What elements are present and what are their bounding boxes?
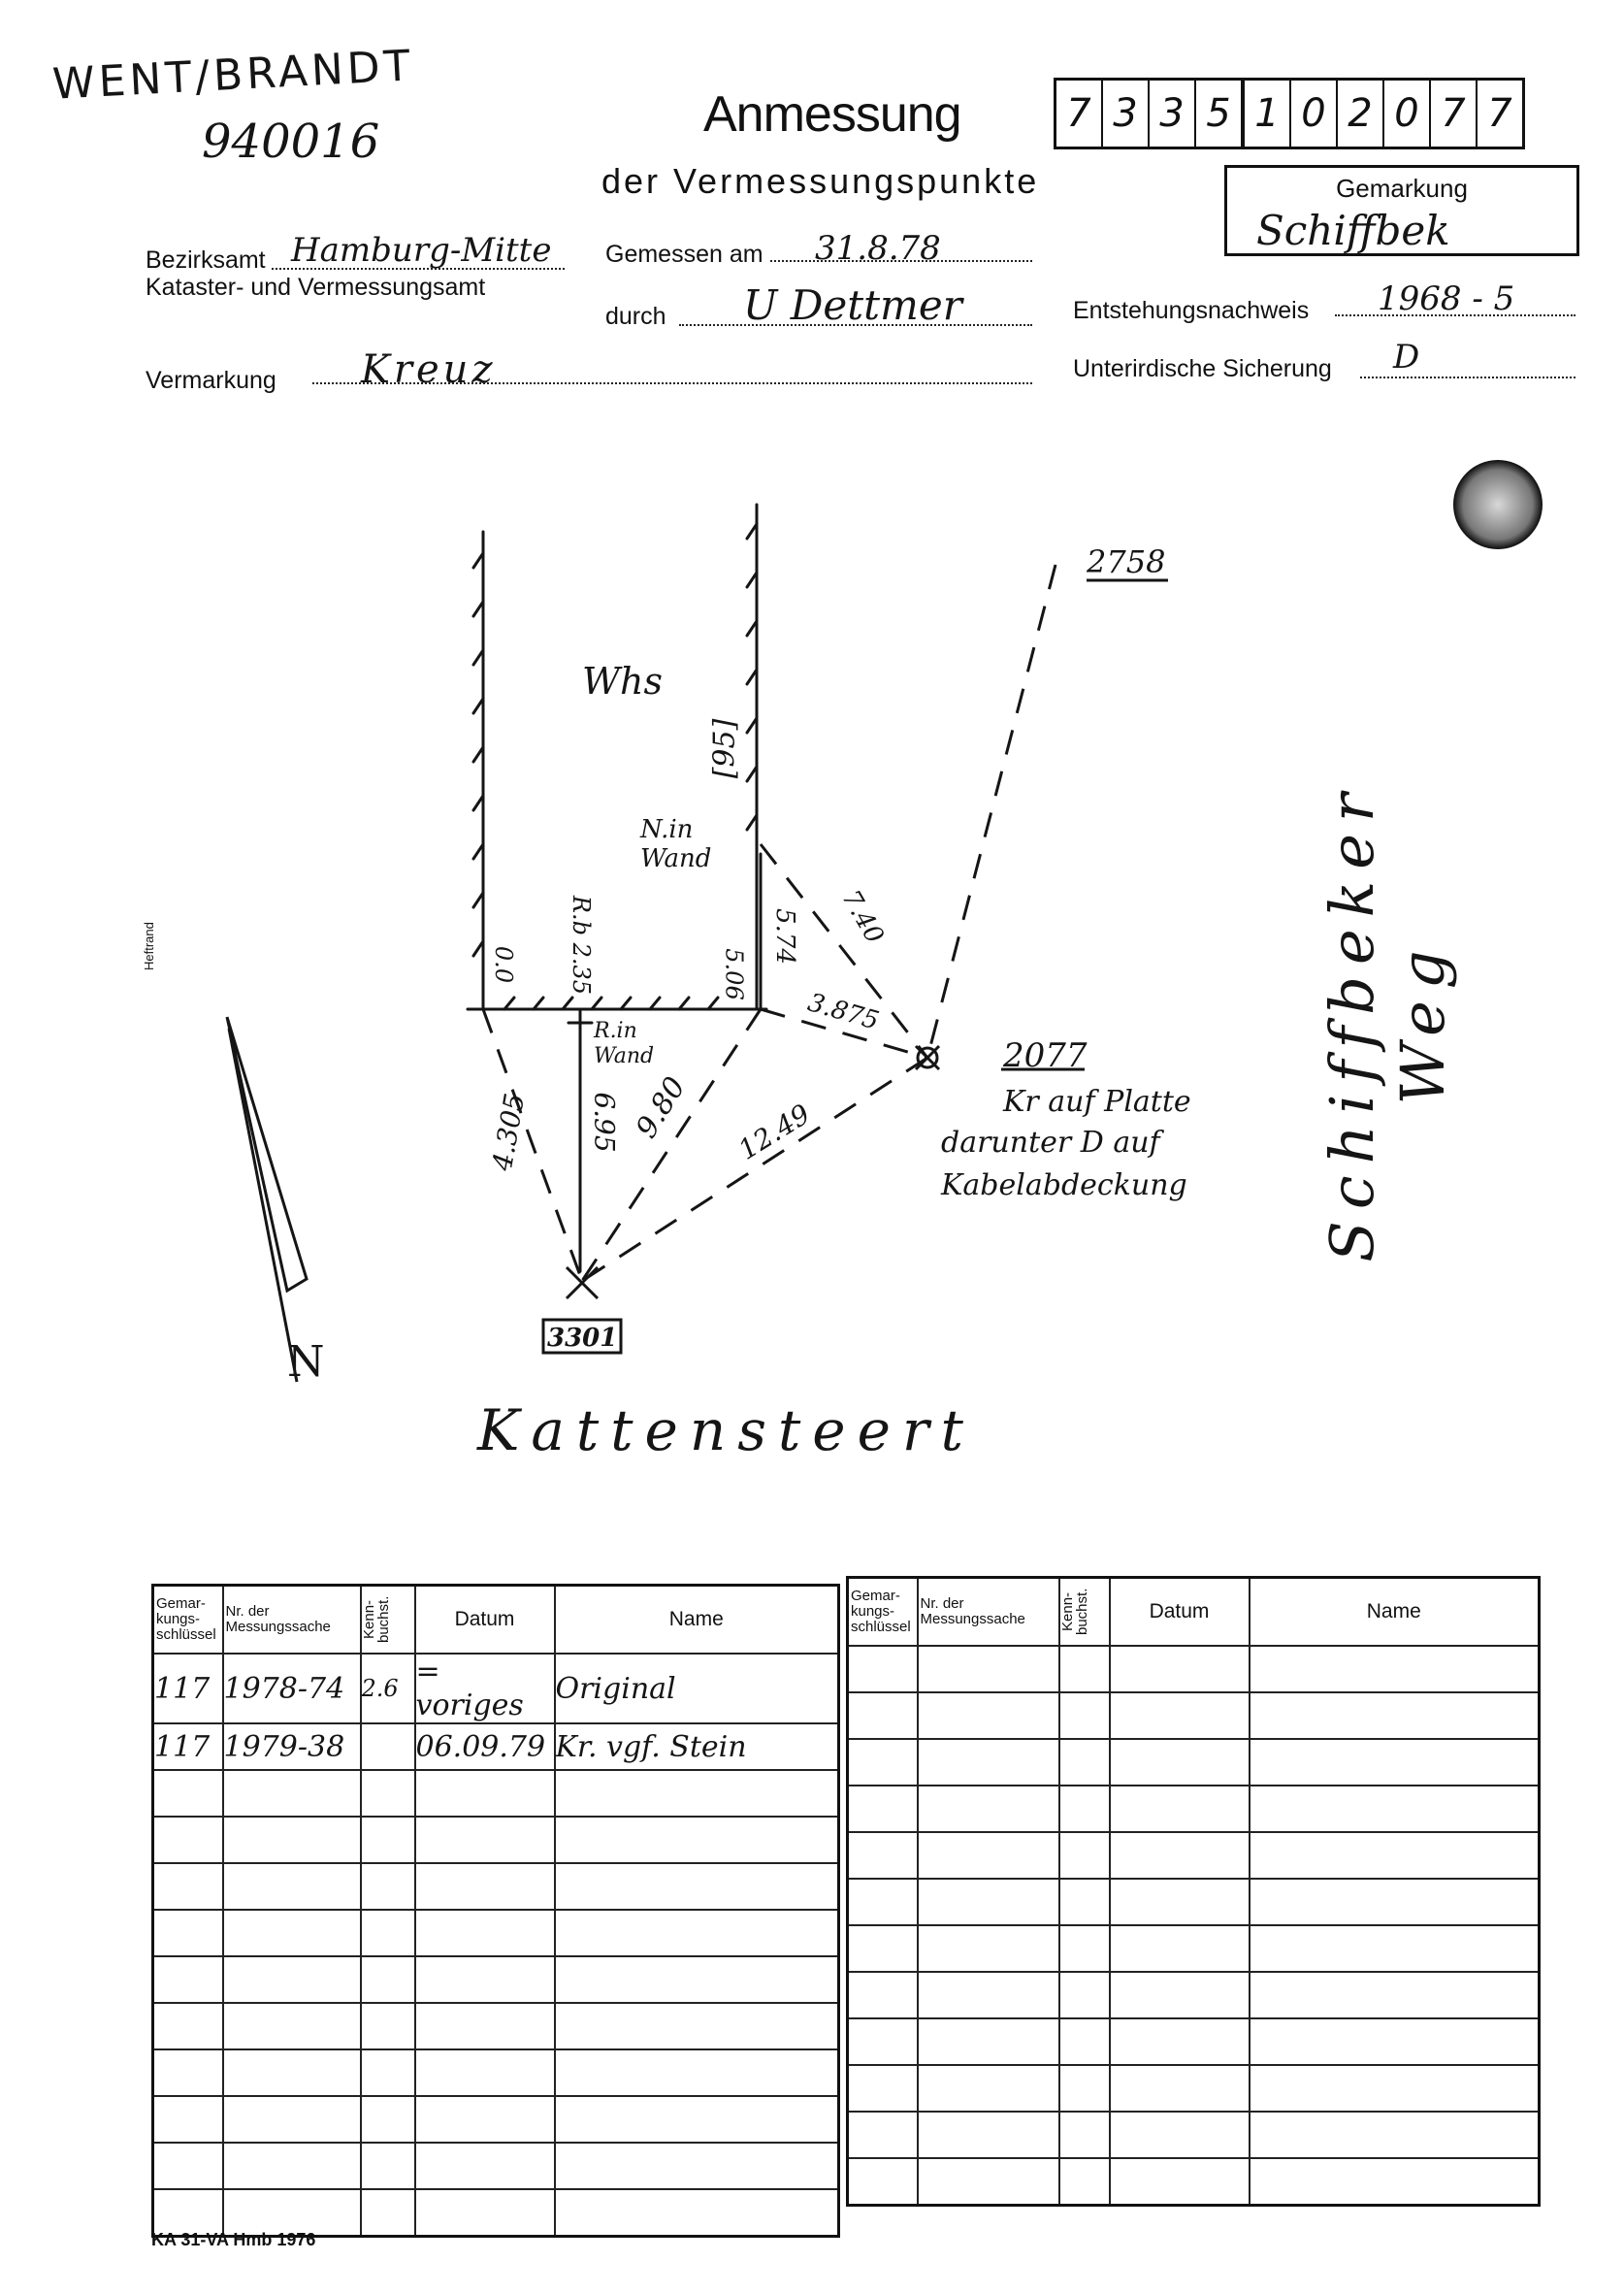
gemessen-label: Gemessen am — [605, 241, 763, 268]
handwritten-note-line1: WENT/BRANDT — [50, 41, 415, 110]
point-2758-label: 2758 — [1087, 543, 1166, 580]
vermarkung-label: Vermarkung — [146, 367, 276, 394]
dim-980: 9.80 — [629, 1070, 693, 1145]
kataster-label: Kataster- und Vermessungsamt — [146, 274, 486, 301]
building-label: Whs — [582, 660, 664, 703]
vermarkung-value: Kreuz — [361, 347, 497, 392]
cell-name: Original — [555, 1654, 839, 1723]
bezirksamt-label: Bezirksamt — [146, 246, 266, 274]
gemessen-value: 31.8.78 — [815, 229, 941, 268]
col-nr-messungssache: Nr. der Messungssache — [223, 1586, 361, 1655]
table-row — [153, 1654, 839, 1723]
page-subtitle: der Vermessungspunkte — [601, 161, 1040, 201]
handwritten-note-line2: 940016 — [202, 115, 380, 169]
table-row — [153, 1956, 839, 2003]
point-2077-note3: Kabelabdeckung — [941, 1168, 1187, 1202]
col-datum: Datum — [415, 1586, 555, 1655]
dim-3875: 3.875 — [804, 988, 883, 1036]
table-row — [153, 2003, 839, 2049]
gemarkung-label: Gemarkung — [1336, 174, 1468, 203]
entstehung-line — [1335, 314, 1575, 316]
number-digit: 1 — [1245, 81, 1291, 147]
col-nr-messungssache: Nr. der Messungssache — [918, 1578, 1059, 1647]
point-3301-symbol — [567, 1267, 598, 1298]
col-datum: Datum — [1110, 1578, 1250, 1647]
table-row — [848, 2112, 1540, 2158]
col-gemarkungsschluessel: Gemar-kungs-schlüssel — [848, 1578, 918, 1647]
history-table-left — [151, 1584, 840, 2238]
point-3301-label: 3301 — [547, 1324, 618, 1353]
note-r-in-wand: R.in Wand — [594, 1019, 655, 1068]
street-kattensteert: Kattensteert — [477, 1397, 975, 1463]
dim-740: 7.40 — [835, 885, 890, 949]
survey-number-box — [1054, 78, 1525, 149]
table-row — [848, 1739, 1540, 1786]
dim-4305: 4.305 — [485, 1091, 532, 1173]
dim-1249: 12.49 — [732, 1098, 816, 1166]
table-row — [848, 2018, 1540, 2065]
north-label: N — [287, 1337, 325, 1387]
table-row — [848, 1879, 1540, 1925]
table-row — [153, 2049, 839, 2096]
number-digit: 2 — [1338, 81, 1384, 147]
col-name: Name — [1250, 1578, 1540, 1647]
col-kennbuchst: Kenn-buchst. — [1059, 1578, 1110, 1647]
durch-value: U Dettmer — [743, 281, 962, 329]
table-row — [153, 2143, 839, 2189]
vermarkung-line — [312, 382, 1032, 384]
table-row — [153, 1910, 839, 1956]
cell-nr: 1978-74 — [223, 1654, 361, 1723]
bezirksamt-value: Hamburg-Mitte — [291, 231, 552, 270]
unterirdisch-label: Unterirdische Sicherung — [1073, 355, 1332, 382]
bezirksamt-line — [272, 268, 565, 270]
cell-datum: 06.09.79 — [415, 1723, 555, 1770]
unterirdisch-line — [1360, 377, 1575, 378]
dim-000: 0.0 — [490, 945, 518, 984]
cell-schluessel: 117 — [153, 1723, 223, 1770]
number-digit: 5 — [1196, 81, 1245, 147]
cell-name: Kr. vgf. Stein — [555, 1723, 839, 1770]
point-2077-symbol — [916, 1046, 939, 1069]
dim-695: 6.95 — [588, 1092, 621, 1153]
table-row — [153, 1863, 839, 1910]
number-digit: 7 — [1431, 81, 1478, 147]
point-2077-label: 2077 — [1003, 1036, 1088, 1075]
durch-line — [679, 324, 1032, 326]
history-table-right — [846, 1576, 1541, 2207]
table-row — [848, 1925, 1540, 1972]
cell-schluessel: 117 — [153, 1654, 223, 1723]
page-title: Anmessung — [703, 86, 961, 143]
note-n-in-wand: N.in Wand — [640, 815, 712, 873]
gemarkung-box — [1224, 165, 1579, 256]
cell-datum: = voriges — [415, 1654, 555, 1723]
number-digit: 0 — [1291, 81, 1338, 147]
col-name: Name — [555, 1586, 839, 1655]
entstehung-label: Entstehungsnachweis — [1073, 297, 1310, 324]
gemarkung-value: Schiffbek — [1256, 207, 1450, 254]
table-row — [848, 1646, 1540, 1692]
cell-kenn — [361, 1723, 415, 1770]
table-row — [848, 1832, 1540, 1879]
table-row — [848, 1786, 1540, 1832]
number-digit: 7 — [1487, 91, 1512, 136]
table-row — [848, 1972, 1540, 2018]
table-row — [153, 1817, 839, 1863]
table-row — [153, 1723, 839, 1770]
number-digit: 7 — [1056, 81, 1103, 147]
col-kennbuchst: Kenn-buchst. — [361, 1586, 415, 1655]
table-row — [153, 2096, 839, 2143]
line-2077-3301 — [582, 1058, 927, 1281]
form-identifier: KA 31-VA Hmb 1976 — [151, 2230, 316, 2249]
table-row — [153, 1770, 839, 1817]
north-arrow-icon — [227, 1017, 307, 1382]
point-2077-note1: Kr auf Platte — [1003, 1085, 1191, 1119]
dim-rib: R.b 2.35 — [568, 895, 596, 996]
table-row — [848, 2158, 1540, 2206]
durch-label: durch — [605, 303, 666, 330]
col-gemarkungsschluessel: Gemar-kungs-schlüssel — [153, 1586, 223, 1655]
point-2077-note2: darunter D auf — [941, 1126, 1160, 1160]
heftrand-label: Heftrand — [142, 922, 156, 970]
dim-95: [95] — [707, 718, 742, 779]
cell-kenn: 2.6 — [361, 1654, 415, 1723]
cell-nr: 1979-38 — [223, 1723, 361, 1770]
table-row — [848, 2065, 1540, 2112]
dim-506: 5.06 — [720, 948, 748, 1000]
street-schiffbeker-weg: Schiffbeker Weg — [1316, 781, 1458, 1262]
line-2758-2077 — [927, 565, 1056, 1058]
unterirdisch-value: D — [1393, 338, 1420, 377]
number-digit: 0 — [1384, 81, 1431, 147]
dim-574: 5.74 — [769, 908, 799, 965]
number-digit: 3 — [1150, 81, 1196, 147]
entstehung-value: 1968 - 5 — [1378, 279, 1515, 318]
number-digit: 3 — [1103, 81, 1150, 147]
table-row — [848, 1692, 1540, 1739]
gemessen-line — [770, 260, 1032, 262]
